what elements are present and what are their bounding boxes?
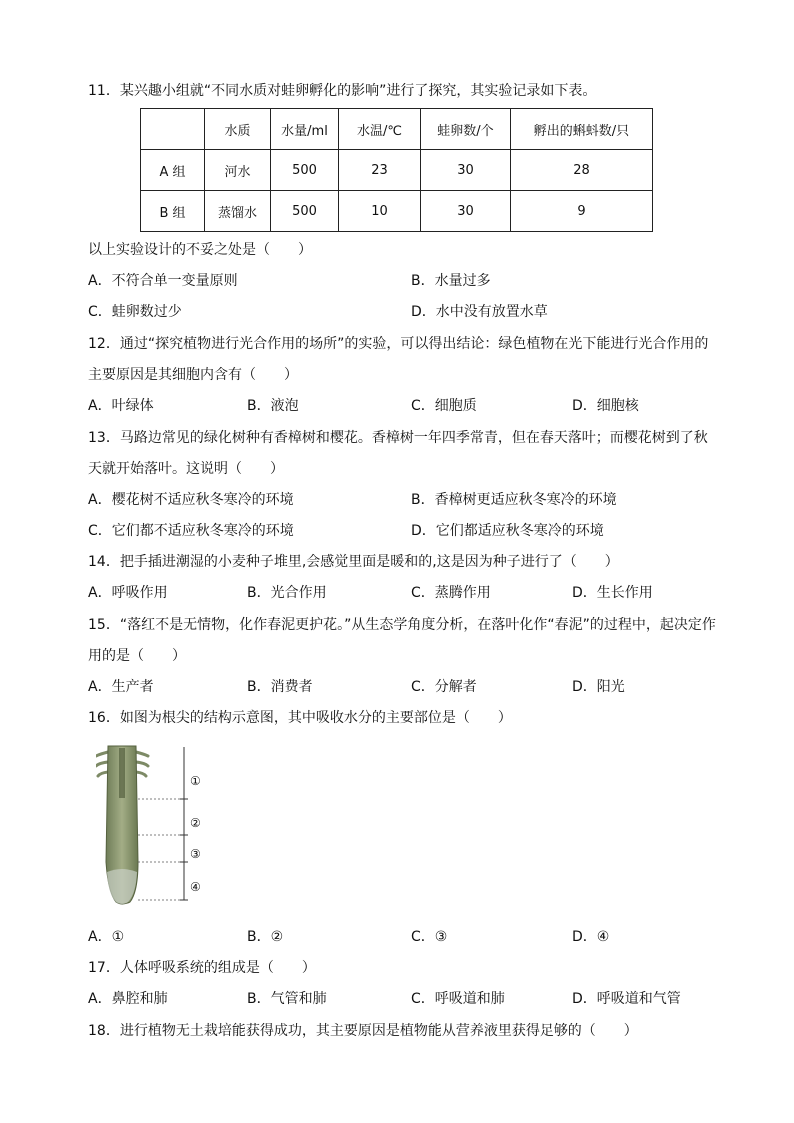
q17-stem: 17．人体呼吸系统的组成是（ ） [88, 960, 316, 976]
table-cell: A 组 [141, 150, 205, 191]
q14-option-c[interactable]: C．蒸腾作用 [411, 585, 491, 601]
q15-stem-line2: 用的是（ ） [88, 648, 186, 664]
q14-option-d[interactable]: D．生长作用 [572, 585, 653, 601]
q16-option-a[interactable]: A．① [88, 929, 125, 945]
table-row [141, 150, 653, 191]
root-zone-label-2: ② [190, 816, 201, 830]
q12-stem-line2: 主要原因是其细胞内含有（ ） [88, 367, 298, 383]
q16-option-b[interactable]: B．② [247, 929, 284, 945]
root-zone-label-4: ④ [190, 880, 201, 894]
root-zone-label-3: ③ [190, 847, 201, 861]
q16-option-d[interactable]: D．④ [572, 929, 610, 945]
table-header-cell: 水质 [205, 109, 271, 150]
table-cell: 河水 [205, 150, 271, 191]
q12-option-b[interactable]: B．液泡 [247, 398, 299, 414]
table-cell: 23 [339, 150, 421, 191]
q13-option-d[interactable]: D．它们都适应秋冬寒冷的环境 [411, 523, 604, 539]
q16-stem: 16．如图为根尖的结构示意图，其中吸收水分的主要部位是（ ） [88, 710, 512, 726]
q12-option-d[interactable]: D．细胞核 [572, 398, 639, 414]
table-header-cell: 水量/ml [271, 109, 339, 150]
table-cell: 9 [511, 191, 653, 232]
q13-option-c[interactable]: C．它们都不适应秋冬寒冷的环境 [88, 523, 294, 539]
q11-stem: 11．某兴趣小组就“不同水质对蛙卵孵化的影响”进行了探究，其实验记录如下表。 [88, 83, 597, 99]
q17-option-d[interactable]: D．呼吸道和气管 [572, 991, 681, 1007]
q17-option-b[interactable]: B．气管和肺 [247, 991, 327, 1007]
table-header-cell: 孵出的蝌蚪数/只 [511, 109, 653, 150]
q15-option-b[interactable]: B．消费者 [247, 679, 313, 695]
table-cell: 500 [271, 191, 339, 232]
table-cell: 10 [339, 191, 421, 232]
q12-option-c[interactable]: C．细胞质 [411, 398, 477, 414]
q17-option-c[interactable]: C．呼吸道和肺 [411, 991, 505, 1007]
table-cell: B 组 [141, 191, 205, 232]
q13-option-b[interactable]: B．香樟树更适应秋冬寒冷的环境 [411, 492, 617, 508]
q16-option-c[interactable]: C．③ [411, 929, 448, 945]
q12-stem-line1: 12．通过“探究植物进行光合作用的场所”的实验，可以得出结论：绿色植物在光下能进行光合作用的 [88, 336, 709, 352]
q11-follow: 以上实验设计的不妥之处是（ ） [88, 242, 312, 258]
table-cell: 500 [271, 150, 339, 191]
q11-option-a[interactable]: A．不符合单一变量原则 [88, 273, 238, 289]
experiment-table [140, 108, 653, 232]
root-zone-label-1: ① [190, 774, 201, 788]
q15-stem-line1: 15．“落红不是无情物，化作春泥更护花。”从生态学角度分析，在落叶化作“春泥”的过程中，起决定作 [88, 617, 716, 633]
q11-option-b[interactable]: B．水量过多 [411, 273, 491, 289]
table-header-cell: 蛙卵数/个 [421, 109, 511, 150]
q13-stem-line2: 天就开始落叶。这说明（ ） [88, 461, 284, 477]
q14-option-b[interactable]: B．光合作用 [247, 585, 327, 601]
q13-stem-line1: 13．马路边常见的绿化树种有香樟树和樱花。香樟树一年四季常青，但在春天落叶；而樱花树到了秋 [88, 430, 708, 446]
q11-option-d[interactable]: D．水中没有放置水草 [411, 304, 548, 320]
q15-option-d[interactable]: D．阳光 [572, 679, 625, 695]
q12-option-a[interactable]: A．叶绿体 [88, 398, 154, 414]
q13-option-a[interactable]: A．樱花树不适应秋冬寒冷的环境 [88, 492, 294, 508]
q17-option-a[interactable]: A．鼻腔和肺 [88, 991, 168, 1007]
table-cell: 30 [421, 191, 511, 232]
table-header-cell: 水温/℃ [339, 109, 421, 150]
table-cell: 28 [511, 150, 653, 191]
root-tip-figure [96, 742, 216, 907]
table-header-cell [141, 109, 205, 150]
q14-option-a[interactable]: A．呼吸作用 [88, 585, 168, 601]
q15-option-c[interactable]: C．分解者 [411, 679, 477, 695]
q14-stem: 14．把手插进潮湿的小麦种子堆里,会感觉里面是暖和的,这是因为种子进行了（ ） [88, 554, 619, 570]
table-cell: 30 [421, 150, 511, 191]
table-header-row [141, 109, 653, 150]
q11-option-c[interactable]: C．蛙卵数过少 [88, 304, 182, 320]
q15-option-a[interactable]: A．生产者 [88, 679, 154, 695]
table-row [141, 191, 653, 232]
q18-stem: 18．进行植物无土栽培能获得成功，其主要原因是植物能从营养液里获得足够的（ ） [88, 1023, 638, 1039]
table-cell: 蒸馏水 [205, 191, 271, 232]
